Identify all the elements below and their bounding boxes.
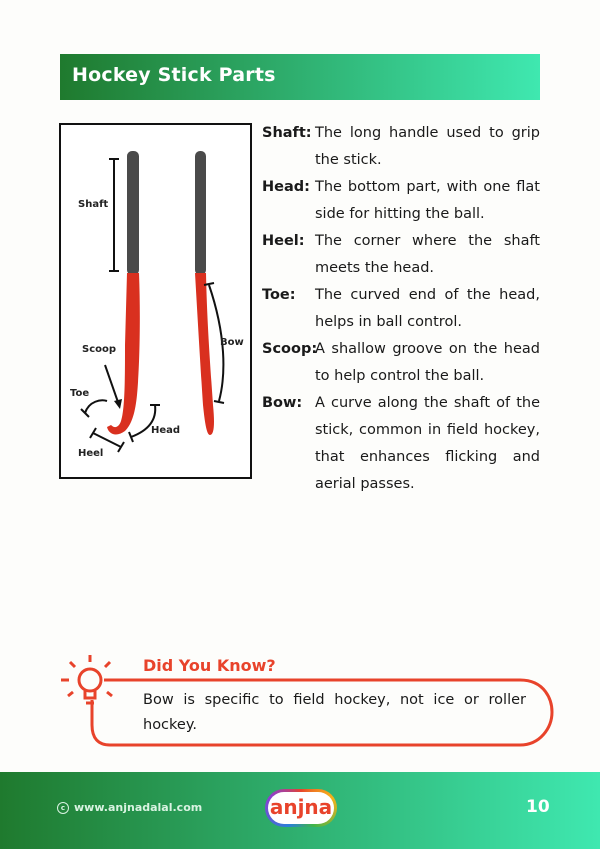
anjna-logo bbox=[265, 789, 337, 827]
head-label: Head bbox=[151, 425, 181, 436]
shaft-label: Shaft bbox=[78, 199, 109, 210]
footer bbox=[0, 772, 600, 849]
term-label: Heel: bbox=[262, 233, 305, 249]
did-you-know-text: Bow is specific to field hockey, not ice or roller hockey. bbox=[143, 692, 526, 733]
term-description: A curve along the shaft of the stick, common in field hockey, that enhances flicking and aerial passes. bbox=[315, 395, 540, 492]
term-label: Scoop: bbox=[262, 341, 318, 357]
toe-label: Toe bbox=[70, 388, 90, 399]
term-label: Toe: bbox=[262, 287, 296, 303]
term-label: Head: bbox=[262, 179, 310, 195]
heel-label: Heel bbox=[78, 448, 104, 459]
scoop-label: Scoop bbox=[82, 344, 117, 355]
term-label: Shaft: bbox=[262, 125, 312, 141]
bow-label: Bow bbox=[220, 337, 244, 348]
lightbulb-icon bbox=[58, 650, 122, 720]
term-description: The corner where the shaft meets the head. bbox=[315, 233, 540, 276]
page-number: 10 bbox=[526, 797, 550, 817]
term-description: A shallow groove on the head to help control the ball. bbox=[315, 341, 540, 384]
did-you-know-title: Did You Know? bbox=[143, 656, 276, 675]
term-description: The long handle used to grip the stick. bbox=[315, 125, 540, 168]
page-title: Hockey Stick Parts bbox=[72, 64, 276, 86]
website-link[interactable]: www.anjnadalal.com bbox=[74, 801, 203, 814]
term-label: Bow: bbox=[262, 395, 303, 411]
footer-copyright bbox=[57, 801, 202, 814]
logo-text: anjna bbox=[268, 792, 334, 824]
term-description: The curved end of the head, helps in ball control. bbox=[315, 287, 540, 330]
copyright-icon: c bbox=[57, 802, 69, 814]
term-description: The bottom part, with one flat side for hitting the ball. bbox=[315, 179, 540, 222]
